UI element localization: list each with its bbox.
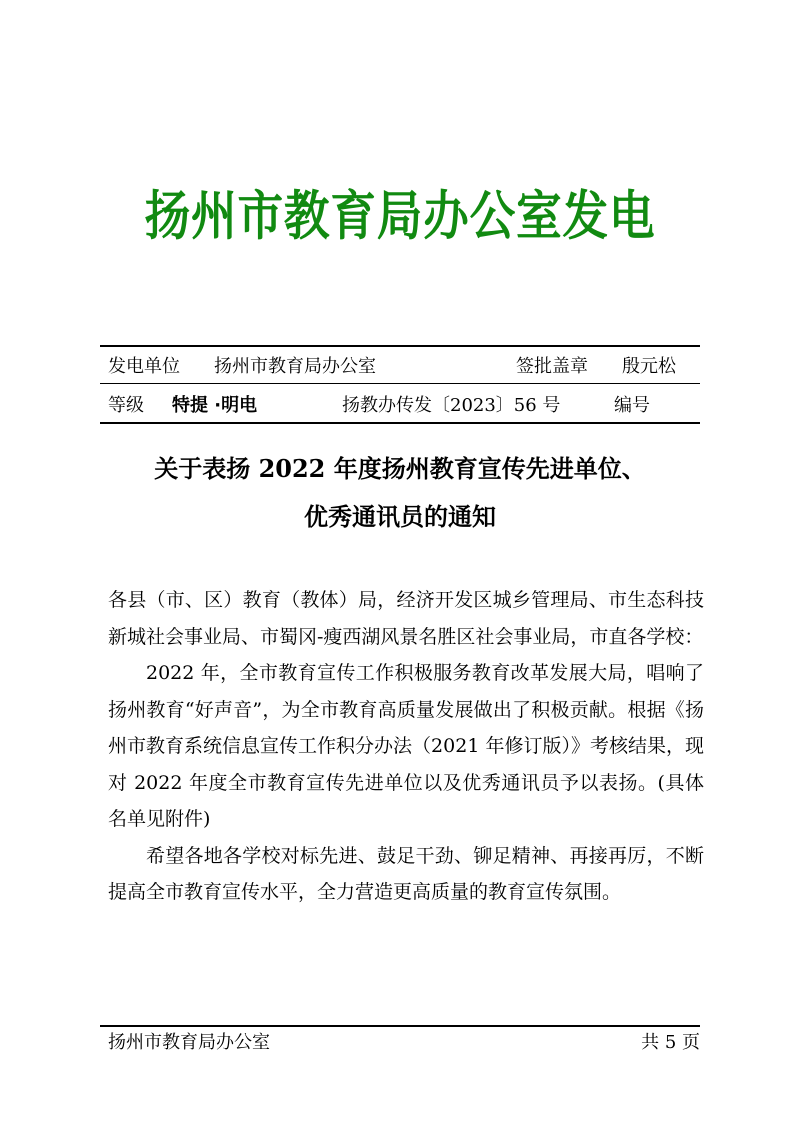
notice-title-line2: 优秀通讯员的通知 [304, 502, 496, 531]
doc-number: 扬教办传发〔2023〕56 号 [342, 395, 561, 416]
meta-middle-rule [100, 383, 700, 384]
notice-body [108, 582, 704, 911]
meta-row-sender [108, 352, 692, 382]
meta-row-grade [108, 391, 692, 421]
sign-value: 殷元松 [622, 356, 676, 377]
footer-office: 扬州市教育局办公室 [108, 1032, 270, 1053]
footer-page-count: 共 5 页 [641, 1032, 700, 1053]
meta-top-rule [100, 345, 700, 347]
sender-label: 发电单位 [108, 356, 180, 377]
salutation: 各县（市、区）教育（教体）局，经济开发区城乡管理局、市生态科技新城社会事业局、市蜀冈-瘦西湖风景名胜区社会事业局，市直各学校： [108, 589, 704, 648]
footer-rule [100, 1025, 700, 1027]
sender-value: 扬州市教育局办公室 [214, 356, 376, 377]
body-paragraph-1: 2022 年，全市教育宣传工作积极服务教育改革发展大局，唱响了扬州教育“好声音”，为全市教育高质量发展做出了积极贡献。根据《扬州市教育系统信息宣传工作积分办法（2021 年修订版）》考核结果，现对 2022 年度全市教育宣传先进单位以及优秀通讯员予以表扬。(具体名单见附件) [108, 662, 704, 830]
serial-label: 编号 [614, 395, 650, 416]
grade-value: 特提 ·明电 [172, 395, 258, 416]
meta-bottom-rule [100, 422, 700, 424]
body-paragraph-2: 希望各地各学校对标先进、鼓足干劲、铆足精神、再接再厉，不断提高全市教育宣传水平，全力营造更高质量的教育宣传氛围。 [108, 844, 704, 903]
grade-label: 等级 [108, 395, 144, 416]
notice-title-line1: 关于表扬 2022 年度扬州教育宣传先进单位、 [154, 454, 646, 483]
sign-label: 签批盖章 [516, 356, 588, 377]
masthead-title: 扬州市教育局办公室发电 [144, 186, 656, 247]
